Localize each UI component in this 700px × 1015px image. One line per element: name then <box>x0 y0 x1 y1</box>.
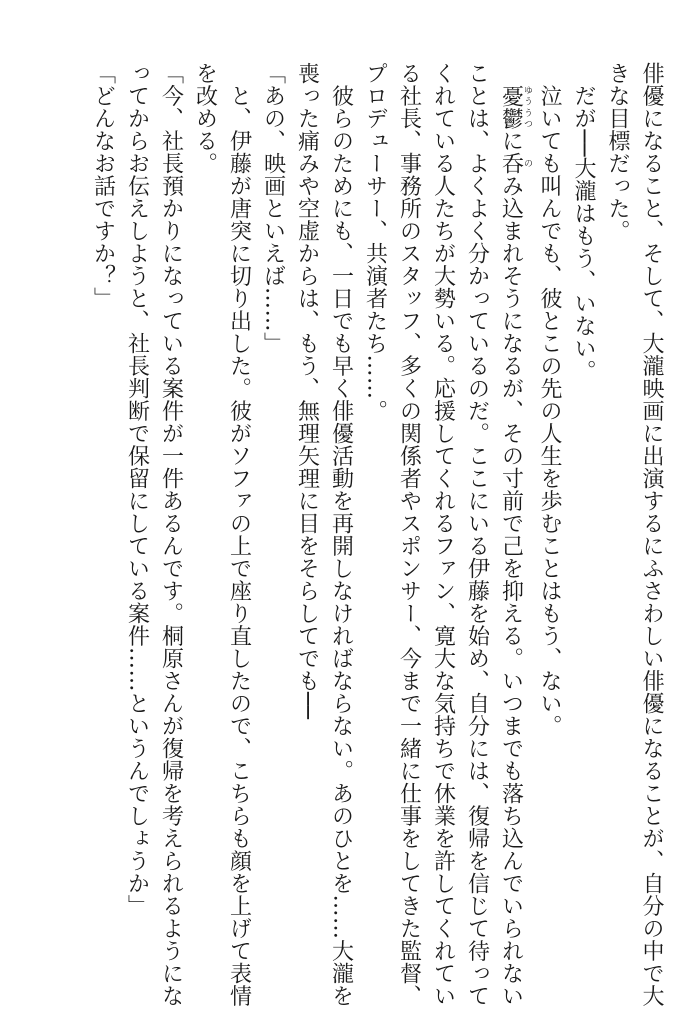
text-line: 俳優になること、そして、大瀧映画に出演するにふさわしい俳優になることが、自分の中で大 <box>639 62 664 1007</box>
text-line: くれている人たちが大勢いる。応援してくれるファン、寛大な気持ちで休業を許してくれてい <box>430 62 456 1007</box>
text-line-with-ruby: 憂鬱ゆううつに呑のみ込まれそうになるが、その寸前で己を抑える。いつまでも落ち込んでいられない <box>498 84 532 1007</box>
text-line: プロデューサー、共演者たち……。 <box>362 62 388 422</box>
text-line: だが──大瀧はもう、いない。 <box>571 62 596 382</box>
text-line: と、伊藤が唐突に切り出した。彼がソファの上で座り直したので、こちらも顔を上げて表情 <box>226 62 252 1007</box>
text-line: 「どんなお話ですか？」 <box>90 62 116 310</box>
text-line: る社長、事務所のスタッフ、多くの関係者やスポンサー、今まで一緒に仕事をしてきた監督、 <box>396 62 422 1007</box>
ruby-base-2: 呑 <box>498 152 524 175</box>
text-line: きな目標だった。 <box>605 62 630 242</box>
text-line: ことは、よくよく分かっているのだ。ここにいる伊藤を始め、自分には、復帰を信じて待って <box>464 62 490 1007</box>
ruby-yuutsu <box>498 84 532 130</box>
ruby-reading-2: の <box>522 152 532 175</box>
text-line: 彼らのためにも、一日でも早く俳優活動を再開しなければならない。あのひとを……大瀧を <box>328 62 354 1007</box>
ruby-reading: ゆううつ <box>522 84 532 130</box>
text-line: ってからお伝えしようと、社長判断で保留にしている案件……というんでしょうか」 <box>124 62 150 917</box>
text-line: 「あの、映画といえば……」 <box>260 62 286 355</box>
text-line: を改める。 <box>192 62 218 175</box>
ruby-base: 憂鬱 <box>498 84 524 130</box>
text-line: 喪った痛みや空虚からは、もう、無理矢理に目をそらしてでも── <box>294 62 320 720</box>
vertical-text-block <box>86 62 669 1007</box>
text-line: 泣いても叫んでも、彼とこの先の人生を歩むことはもう、ない。 <box>537 62 562 737</box>
text-line-rest: み込まれそうになるが、その寸前で己を抑える。いつまでも落ち込んでいられない <box>498 174 524 1007</box>
text-line: 「今、社長預かりになっている案件が一件あるんです。桐原さんが復帰を考えられるようにな <box>158 62 184 1007</box>
ruby-nomi <box>498 152 532 175</box>
